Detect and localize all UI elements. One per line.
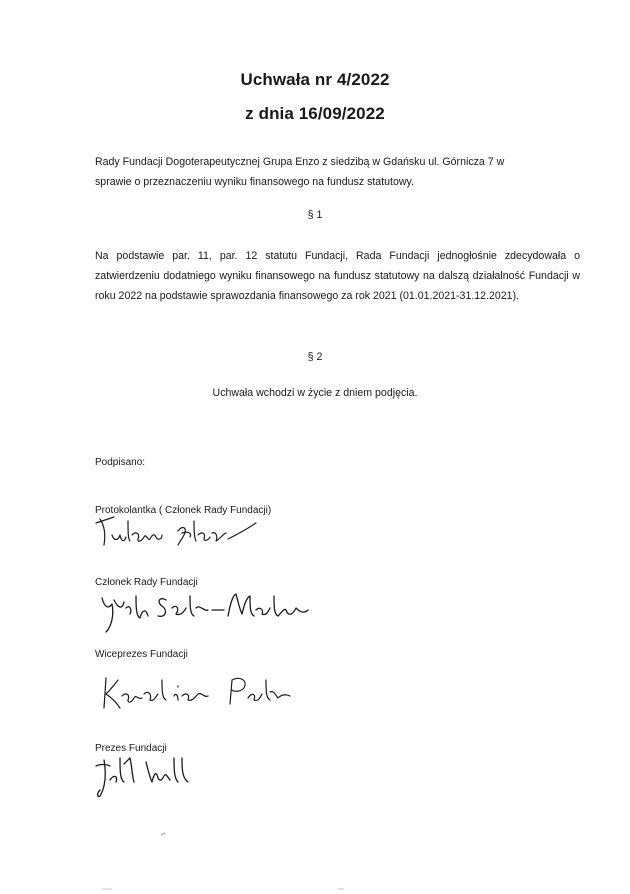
- signatory-role-recording-secretary: Protokolantka ( Członek Rady Fundacji): [95, 505, 272, 516]
- resolution-date: z dnia 16/09/2022: [245, 104, 385, 123]
- section-1-heading: § 1: [307, 209, 323, 221]
- signed-label: Podpisano:: [95, 457, 146, 468]
- resolution-title: Uchwała nr 4/2022: [240, 70, 390, 89]
- signature-president: [90, 752, 200, 804]
- signature-recording-secretary: [92, 511, 272, 555]
- scan-speck: [160, 831, 168, 837]
- signatory-role-vice-president: Wiceprezes Fundacji: [95, 649, 188, 660]
- scan-bottom-edge-marks: [100, 886, 360, 892]
- signatory-role-president: Prezes Fundacji: [95, 743, 167, 754]
- signature-board-member: [96, 586, 316, 638]
- section-2-heading: § 2: [307, 351, 323, 363]
- section-2-text: Uchwała wchodzi w życie z dniem podjęcia.: [212, 387, 418, 399]
- resolution-intro: Rady Fundacji Dogoterapeutycznej Grupa Enzo z siedzibą w Gdańsku ul. Górnicza 7 w sprawie o przeznaczeniu wyniku finansowego na fundusz statutowy.: [95, 156, 505, 188]
- signatory-role-board-member: Członek Rady Fundacji: [95, 577, 198, 588]
- signature-vice-president: [98, 670, 298, 716]
- section-1-text: Na podstawie par. 11, par. 12 statutu Fundacji, Rada Fundacji jednogłośnie zdecydowała o zatwierdzeniu dodatniego wyniku finansowego na fundusz statutowy na dalszą działalność Fundacji w roku 2022 na podstawie sprawozdania finansowego za rok 2021 (01.01.2021-31.12.2021).: [95, 250, 580, 302]
